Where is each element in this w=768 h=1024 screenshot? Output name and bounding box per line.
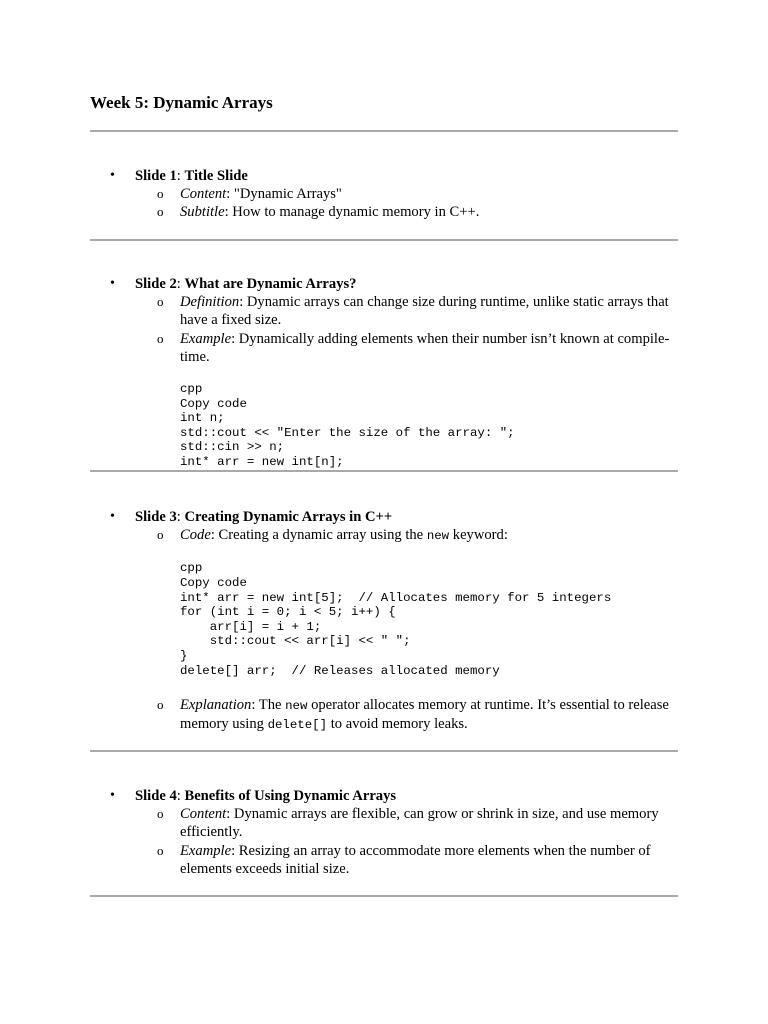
list-item [135,526,681,545]
list-item [135,330,681,366]
slide-separator: : [176,276,185,292]
item-label: Code [180,527,211,544]
item-label: Example [180,842,232,859]
list-item [135,203,681,221]
list-item [135,805,681,841]
item-text: : Resizing an array to accommodate more elements when the number of elements exceeds initial size. [180,842,651,877]
slide-label: Slide 4 [135,788,177,804]
item-text: : How to manage dynamic memory in C++. [224,204,480,221]
item-text: : Dynamic arrays can change size during runtime, unlike static arrays that have a fixed size. [180,294,669,329]
slide-items [135,805,681,878]
list-item [135,696,681,734]
code-block: cpp Copy code int* arr = new int[5]; // Allocates memory for 5 integers for (int i = 0; i < 5; i++) { arr[i] = i + 1; std::cout << arr[i] << " "; } delete[] arr; // Releases allocated memory [180,561,612,678]
item-label: Content [180,186,227,203]
slide-title: Benefits of Using Dynamic Arrays [184,788,397,804]
divider [90,470,678,472]
circle-bullet-icon: o [157,330,164,346]
circle-bullet-icon: o [157,697,164,713]
item-label: Content [180,806,227,823]
bullet-icon: • [110,168,115,183]
item-text: operator allocates memory at runtime. It’s essential to release memory using [180,697,669,733]
circle-bullet-icon: o [157,294,164,310]
bullet-icon: • [110,509,115,524]
item-text: : Dynamic arrays are flexible, can grow or shrink in size, and use memory efficiently. [180,806,659,841]
circle-bullet-icon: o [157,842,164,858]
divider [90,239,678,241]
item-label: Definition [180,294,240,311]
item-label: Example [180,330,232,347]
bullet-icon: • [110,276,115,291]
list-item [135,293,681,329]
slide-title: Creating Dynamic Arrays in C++ [184,509,393,525]
slide-heading [135,275,356,293]
divider [90,750,678,752]
circle-bullet-icon: o [157,527,164,543]
circle-bullet-icon: o [157,204,164,220]
slide-items [135,526,681,734]
slide-heading [135,167,248,185]
inline-code: delete[] [267,718,328,733]
slide-label: Slide 2 [135,276,177,292]
slide-separator: : [176,168,185,184]
inline-code: new [426,529,450,544]
slide-heading [135,508,392,526]
divider [90,895,678,897]
code-block: cpp Copy code int n; std::cout << "Enter the size of the array: "; std::cin >> n; int* arr = new int[n]; [180,382,515,469]
circle-bullet-icon: o [157,806,164,822]
slide-title: Title Slide [184,168,248,184]
slide-items [135,293,681,469]
item-text: to avoid memory leaks. [327,716,468,733]
item-label: Subtitle [180,204,225,221]
item-text: keyword: [449,527,508,544]
slide-label: Slide 1 [135,168,177,184]
list-item [135,842,681,878]
divider [90,130,678,132]
item-text: : Dynamically adding elements when their number isn’t known at compile-time. [180,330,670,365]
page-title: Week 5: Dynamic Arrays [90,93,273,112]
slide-separator: : [176,509,185,525]
slide-items [135,185,681,221]
bullet-icon: • [110,788,115,803]
list-item [135,185,681,203]
slide-label: Slide 3 [135,509,177,525]
slide-separator: : [176,788,185,804]
item-text: : "Dynamic Arrays" [226,186,342,203]
item-label: Explanation [180,697,252,714]
circle-bullet-icon: o [157,186,164,202]
slide-heading [135,787,396,805]
slide-title: What are Dynamic Arrays? [184,276,357,292]
item-text: : The [251,697,286,714]
inline-code: new [285,699,308,714]
item-text: : Creating a dynamic array using the [210,527,427,544]
